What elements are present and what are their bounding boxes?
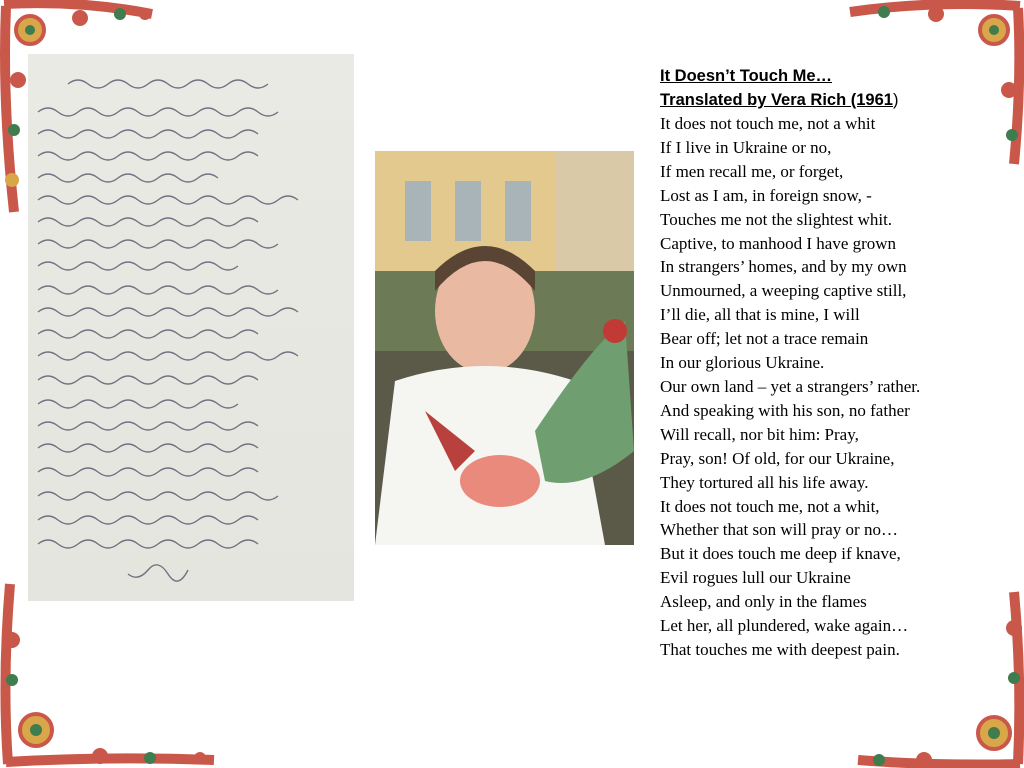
poem-translation-credit (660, 88, 1010, 112)
translation-credit-label: Translated by Vera Rich (1961 (660, 91, 893, 109)
poem-text-block (660, 64, 1010, 662)
poem-line: In our glorious Ukraine. (660, 353, 825, 373)
poem-line: Evil rogues lull our Ukraine (660, 568, 851, 588)
poem-line: That touches me with deepest pain. (660, 639, 900, 659)
photo-illustration-icon (375, 151, 634, 545)
poem-line: Whether that son will pray or no… (660, 520, 898, 540)
handwritten-manuscript-image (28, 54, 354, 601)
poem-line: But it does touch me deep if knave, (660, 544, 901, 564)
manuscript-handwriting-icon (28, 54, 354, 601)
poem-verses (660, 112, 1010, 662)
poem-line: If men recall me, or forget, (660, 161, 844, 181)
poem-line: Asleep, and only in the flames (660, 592, 867, 612)
poem-line: I’ll die, all that is mine, I will (660, 305, 860, 325)
poem-line: Let her, all plundered, wake again… (660, 616, 909, 636)
poem-line: Bear off; let not a trace remain (660, 329, 869, 349)
poem-line: It does not touch me, not a whit (660, 114, 876, 133)
poem-line: Will recall, nor bit him: Pray, (660, 424, 859, 444)
poem-line: Lost as I am, in foreign snow, - (660, 185, 872, 205)
woman-with-flowers-photo (375, 151, 634, 545)
poem-line: Pray, son! Of old, for our Ukraine, (660, 448, 895, 468)
poem-title: It Doesn’t Touch Me… (660, 67, 833, 85)
poem-line: If I live in Ukraine or no, (660, 137, 832, 157)
poem-line: They tortured all his life away. (660, 472, 869, 492)
poem-line: It does not touch me, not a whit, (660, 496, 880, 516)
translation-credit-close: ) (892, 91, 899, 109)
ornament-bottom-left-icon (0, 580, 220, 768)
poem-line: Touches me not the slightest whit. (660, 209, 893, 229)
poem-line: Unmourned, a weeping captive still, (660, 281, 907, 301)
poem-line: Our own land – yet a strangers’ rather. (660, 376, 921, 396)
poem-line: Captive, to manhood I have grown (660, 233, 897, 253)
poem-line: And speaking with his son, no father (660, 400, 910, 420)
poem-line: In strangers’ homes, and by my own (660, 257, 907, 277)
